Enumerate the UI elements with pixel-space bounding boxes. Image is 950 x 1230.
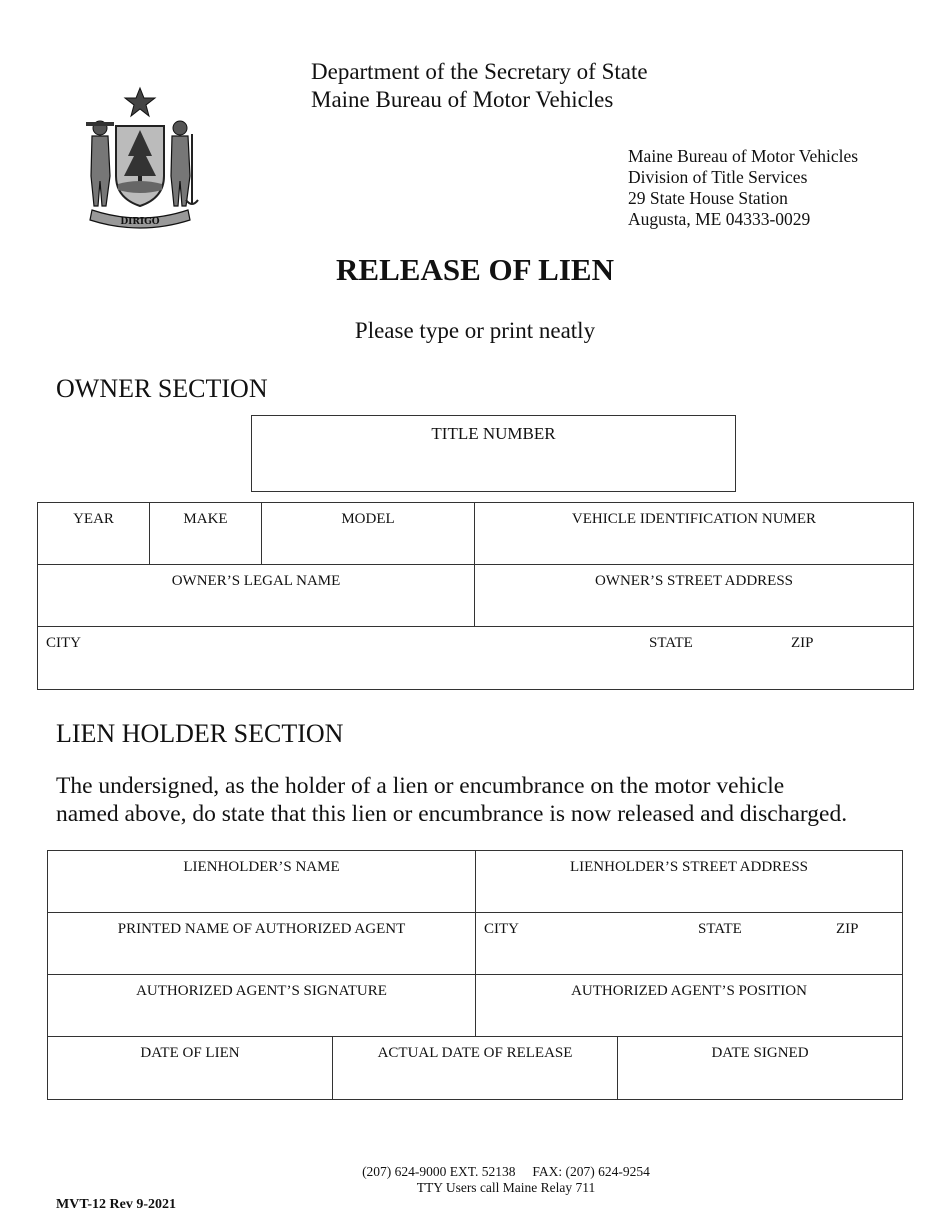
department-name: Department of the Secretary of State: [311, 59, 648, 84]
footer-phone-fax: (207) 624-9000 EXT. 52138 FAX: (207) 624-9254: [362, 1164, 650, 1179]
actual-date-of-release-label: ACTUAL DATE OF RELEASE: [377, 1045, 573, 1061]
year-field[interactable]: [37, 502, 150, 565]
footer-tty: TTY Users call Maine Relay 711: [416, 1180, 596, 1195]
lienholder-zip-label: ZIP: [836, 921, 859, 937]
owner-state-label: STATE: [649, 635, 693, 651]
form-title: RELEASE OF LIEN: [336, 252, 614, 287]
title-number-field[interactable]: [251, 415, 736, 492]
release-statement-line-1: The undersigned, as the holder of a lien or encumbrance on the motor vehicle: [56, 773, 785, 799]
state-seal-logo: [78, 86, 203, 231]
owner-legal-name-field[interactable]: [37, 564, 475, 627]
form-id: MVT-12 Rev 9-2021: [56, 1197, 177, 1212]
model-label: MODEL: [341, 511, 395, 527]
title-number-label: TITLE NUMBER: [431, 424, 556, 443]
release-statement-line-2: named above, do state that this lien or encumbrance is now released and discharged.: [56, 801, 848, 827]
agent-position-label: AUTHORIZED AGENT’S POSITION: [571, 983, 807, 999]
bureau-name: Maine Bureau of Motor Vehicles: [311, 87, 614, 112]
date-of-lien-label: DATE OF LIEN: [140, 1045, 240, 1061]
agent-position-field[interactable]: [475, 974, 903, 1037]
address-line-2: Division of Title Services: [628, 167, 808, 187]
lienholder-state-label: STATE: [698, 921, 742, 937]
lien-holder-section-heading: LIEN HOLDER SECTION: [56, 719, 344, 748]
make-label: MAKE: [183, 511, 228, 527]
lienholder-city-label: CITY: [484, 921, 519, 937]
lienholder-city-state-zip-field[interactable]: [475, 912, 903, 975]
owner-street-address-label: OWNER’S STREET ADDRESS: [594, 573, 794, 589]
lienholder-street-address-field[interactable]: [475, 850, 903, 913]
owner-legal-name-label: OWNER’S LEGAL NAME: [171, 573, 341, 589]
agent-printed-name-field[interactable]: [47, 912, 476, 975]
release-statement: [56, 772, 847, 828]
date-signed-label: DATE SIGNED: [711, 1045, 809, 1061]
lienholder-name-label: LIENHOLDER’S NAME: [183, 859, 340, 875]
model-field[interactable]: [261, 502, 475, 565]
agent-signature-field[interactable]: [47, 974, 476, 1037]
year-label: YEAR: [73, 511, 114, 527]
owner-vehicle-table: [37, 502, 914, 690]
lien-holder-table: [47, 850, 903, 1100]
vin-field[interactable]: [474, 502, 914, 565]
form-subtitle: Please type or print neatly: [354, 318, 596, 343]
address-line-4: Augusta, ME 04333-0029: [628, 209, 811, 229]
lienholder-street-address-label: LIENHOLDER’S STREET ADDRESS: [569, 859, 809, 875]
owner-section-heading: OWNER SECTION: [56, 374, 268, 403]
date-of-lien-field[interactable]: [47, 1036, 333, 1100]
owner-street-address-field[interactable]: [474, 564, 914, 627]
seal-motto: DIRIGO: [120, 217, 160, 227]
owner-city-label: CITY: [46, 635, 81, 651]
date-signed-field[interactable]: [617, 1036, 903, 1100]
agent-signature-label: AUTHORIZED AGENT’S SIGNATURE: [136, 983, 387, 999]
make-field[interactable]: [149, 502, 262, 565]
vin-label: VEHICLE IDENTIFICATION NUMER: [571, 511, 817, 527]
owner-zip-label: ZIP: [791, 635, 814, 651]
actual-date-of-release-field[interactable]: [332, 1036, 618, 1100]
agent-printed-name-label: PRINTED NAME OF AUTHORIZED AGENT: [117, 921, 406, 937]
address-line-3: 29 State House Station: [628, 188, 788, 208]
lienholder-name-field[interactable]: [47, 850, 476, 913]
address-line-1: Maine Bureau of Motor Vehicles: [628, 146, 859, 166]
owner-city-state-zip-field[interactable]: [37, 626, 914, 690]
